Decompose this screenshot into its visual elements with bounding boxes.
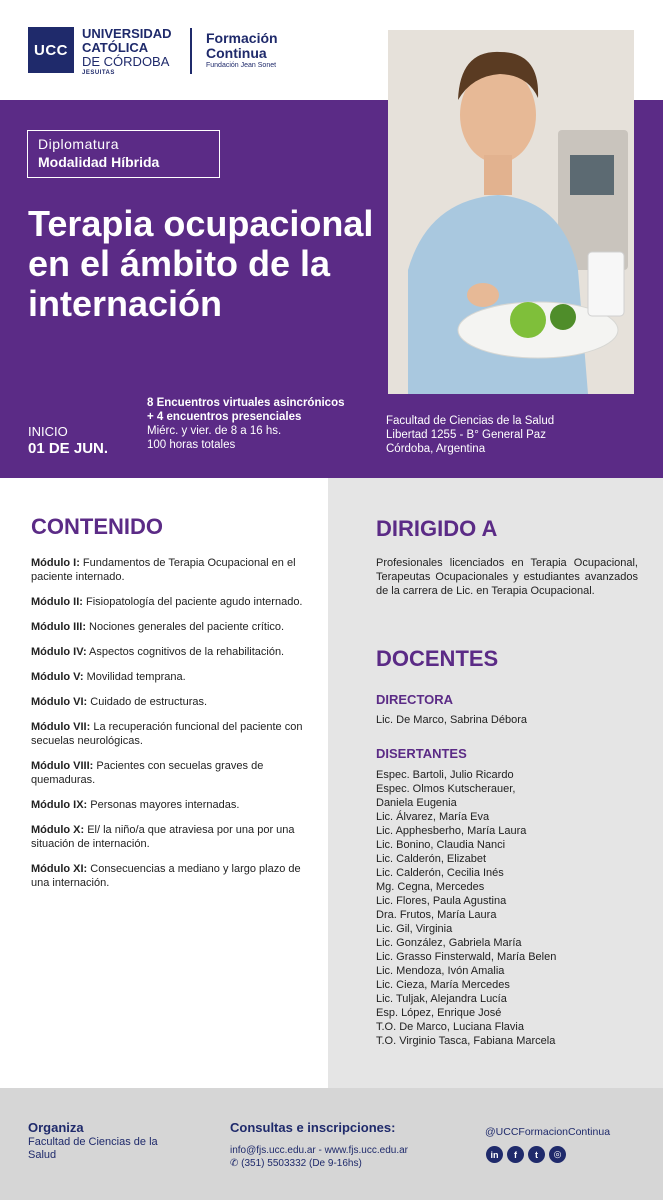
module-label: Módulo II: [31, 596, 83, 608]
consultas-title: Consultas e inscripciones: [230, 1120, 396, 1135]
ucc-logo: UCC [28, 27, 74, 73]
docentes-heading: DOCENTES [376, 646, 499, 671]
list-item [31, 759, 311, 787]
organiza-text: Facultad de Ciencias de la Salud [28, 1136, 158, 1161]
module-label: Módulo VI: [31, 696, 88, 708]
list-item [31, 595, 311, 609]
contenido-heading: CONTENIDO [31, 514, 163, 539]
list-item: Lic. Tuljak, Alejandra Lucía [376, 993, 507, 1005]
list-item: Dra. Frutos, María Laura [376, 909, 497, 921]
venue-line: Facultad de Ciencias de la Salud [386, 415, 555, 427]
module-text: Personas mayores internadas. [87, 799, 240, 811]
list-item: Mg. Cegna, Mercedes [376, 881, 485, 893]
module-text: Pacientes con secuelas graves de quemaduras. [31, 760, 264, 786]
list-item: Espec. Olmos Kutscherauer, [376, 783, 516, 795]
course-title: Terapia ocupacional en el ámbito de la internación [28, 203, 374, 324]
module-text: Fundamentos de Terapia Ocupacional en el paciente internado. [31, 557, 296, 583]
list-item: T.O. De Marco, Luciana Flavia [376, 1021, 524, 1033]
module-label: Módulo IV: [31, 646, 87, 658]
module-text: Aspectos cognitivos de la rehabilitación. [86, 646, 285, 658]
program-line-2: Continua [206, 45, 267, 61]
module-text: Movilidad temprana. [83, 671, 186, 683]
list-item: Lic. Flores, Paula Agustina [376, 895, 507, 907]
header-divider [190, 28, 192, 74]
module-label: Módulo VII: [31, 721, 91, 733]
directora-name: Lic. De Marco, Sabrina Débora [376, 714, 528, 726]
module-label: Módulo X: [31, 824, 85, 836]
modality-box [27, 130, 220, 178]
contact-phone[interactable]: ✆ (351) 5503332 (De 9-16hs) [230, 1158, 362, 1169]
twitter-icon[interactable]: t [528, 1146, 545, 1163]
list-item [31, 645, 311, 659]
modality: Modalidad Híbrida [38, 154, 160, 170]
module-label: Módulo V: [31, 671, 84, 683]
contact-links[interactable]: info@fjs.ucc.edu.ar - www.fjs.ucc.edu.ar [230, 1145, 408, 1156]
module-text: Cuidado de estructuras. [87, 696, 208, 708]
list-item [31, 620, 311, 634]
schedule-line: 100 horas totales [147, 439, 236, 451]
speaker-list [376, 768, 596, 1048]
start-date: 01 DE JUN. [28, 440, 109, 457]
list-item: Lic. Gil, Virginia [376, 923, 453, 935]
module-text: El/ la niño/a que atraviesa por una por una situación de internación. [31, 824, 295, 850]
list-item [31, 670, 311, 684]
schedule-info [147, 396, 345, 452]
module-text: Consecuencias a mediano y largo plazo de una internación. [31, 863, 301, 889]
module-label: Módulo IX: [31, 799, 88, 811]
module-label: Módulo XI: [31, 863, 88, 875]
contact-info [230, 1144, 408, 1170]
list-item: Lic. Cieza, María Mercedes [376, 979, 510, 991]
university-line-4: JESUITAS [82, 70, 115, 76]
list-item: Lic. Apphesberho, María Laura [376, 825, 527, 837]
program-line-3: Fundación Jean Sonet [206, 62, 277, 69]
list-item [31, 798, 311, 812]
patient-photo [388, 30, 634, 394]
university-name [82, 27, 172, 78]
list-item [31, 556, 311, 584]
module-text: Nociones generales del paciente crítico. [85, 621, 285, 633]
list-item: Lic. Calderón, Elizabet [376, 853, 487, 865]
module-list [31, 556, 311, 901]
list-item: Lic. Bonino, Claudia Nanci [376, 839, 506, 851]
module-text: La recuperación funcional del paciente con secuelas neurológicas. [31, 721, 303, 747]
linkedin-icon[interactable]: in [486, 1146, 503, 1163]
module-label: Módulo I: [31, 557, 80, 569]
venue-info [386, 414, 554, 456]
facebook-icon[interactable]: f [507, 1146, 524, 1163]
list-item [31, 720, 311, 748]
audience-text: Profesionales licenciados en Terapia Ocupacional, Terapeutas Ocupacionales y estudiantes avanzados de la carrera de Lic. en Terapia Ocupacional. [376, 557, 638, 597]
list-item: Lic. González, Gabriela María [376, 937, 522, 949]
disertantes-heading: DISERTANTES [376, 746, 467, 761]
social-icons [486, 1146, 566, 1163]
program-type: Diplomatura [38, 136, 119, 152]
instagram-icon[interactable]: ◎ [549, 1146, 566, 1163]
list-item: Lic. Mendoza, Ivón Amalia [376, 965, 505, 977]
list-item [31, 862, 311, 890]
list-item: T.O. Virginio Tasca, Fabiana Marcela [376, 1035, 556, 1047]
list-item: Esp. López, Enrique José [376, 1007, 502, 1019]
list-item: Lic. Grasso Finsterwald, María Belen [376, 951, 557, 963]
schedule-line: + 4 encuentros presenciales [147, 411, 302, 423]
university-line-1: UNIVERSIDAD [82, 26, 172, 41]
program-line-1: Formación [206, 30, 278, 46]
list-item: Lic. Álvarez, María Eva [376, 811, 490, 823]
module-label: Módulo VIII: [31, 760, 94, 772]
patient-illustration [388, 30, 634, 394]
university-line-2: CATÓLICA [82, 40, 149, 55]
schedule-line: 8 Encuentros virtuales asincrónicos [147, 397, 345, 409]
module-text: Fisiopatología del paciente agudo internado. [82, 596, 303, 608]
university-line-3: DE CÓRDOBA [82, 54, 170, 69]
social-handle[interactable]: @UCCFormacionContinua [485, 1126, 611, 1138]
list-item: Daniela Eugenia [376, 797, 457, 809]
venue-line: Córdoba, Argentina [386, 443, 486, 455]
schedule-line: Miérc. y vier. de 8 a 16 hs. [147, 425, 282, 437]
module-label: Módulo III: [31, 621, 86, 633]
start-label: INICIO [28, 424, 68, 439]
directora-heading: DIRECTORA [376, 692, 454, 707]
dirigido-heading: DIRIGIDO A [376, 516, 498, 541]
list-item: Espec. Bartoli, Julio Ricardo [376, 769, 514, 781]
organiza-title: Organiza [28, 1120, 84, 1135]
list-item [31, 695, 311, 709]
venue-line: Libertad 1255 - B° General Paz [386, 429, 546, 441]
list-item [31, 823, 311, 851]
list-item: Lic. Calderón, Cecilia Inés [376, 867, 504, 879]
program-logo [206, 31, 278, 71]
